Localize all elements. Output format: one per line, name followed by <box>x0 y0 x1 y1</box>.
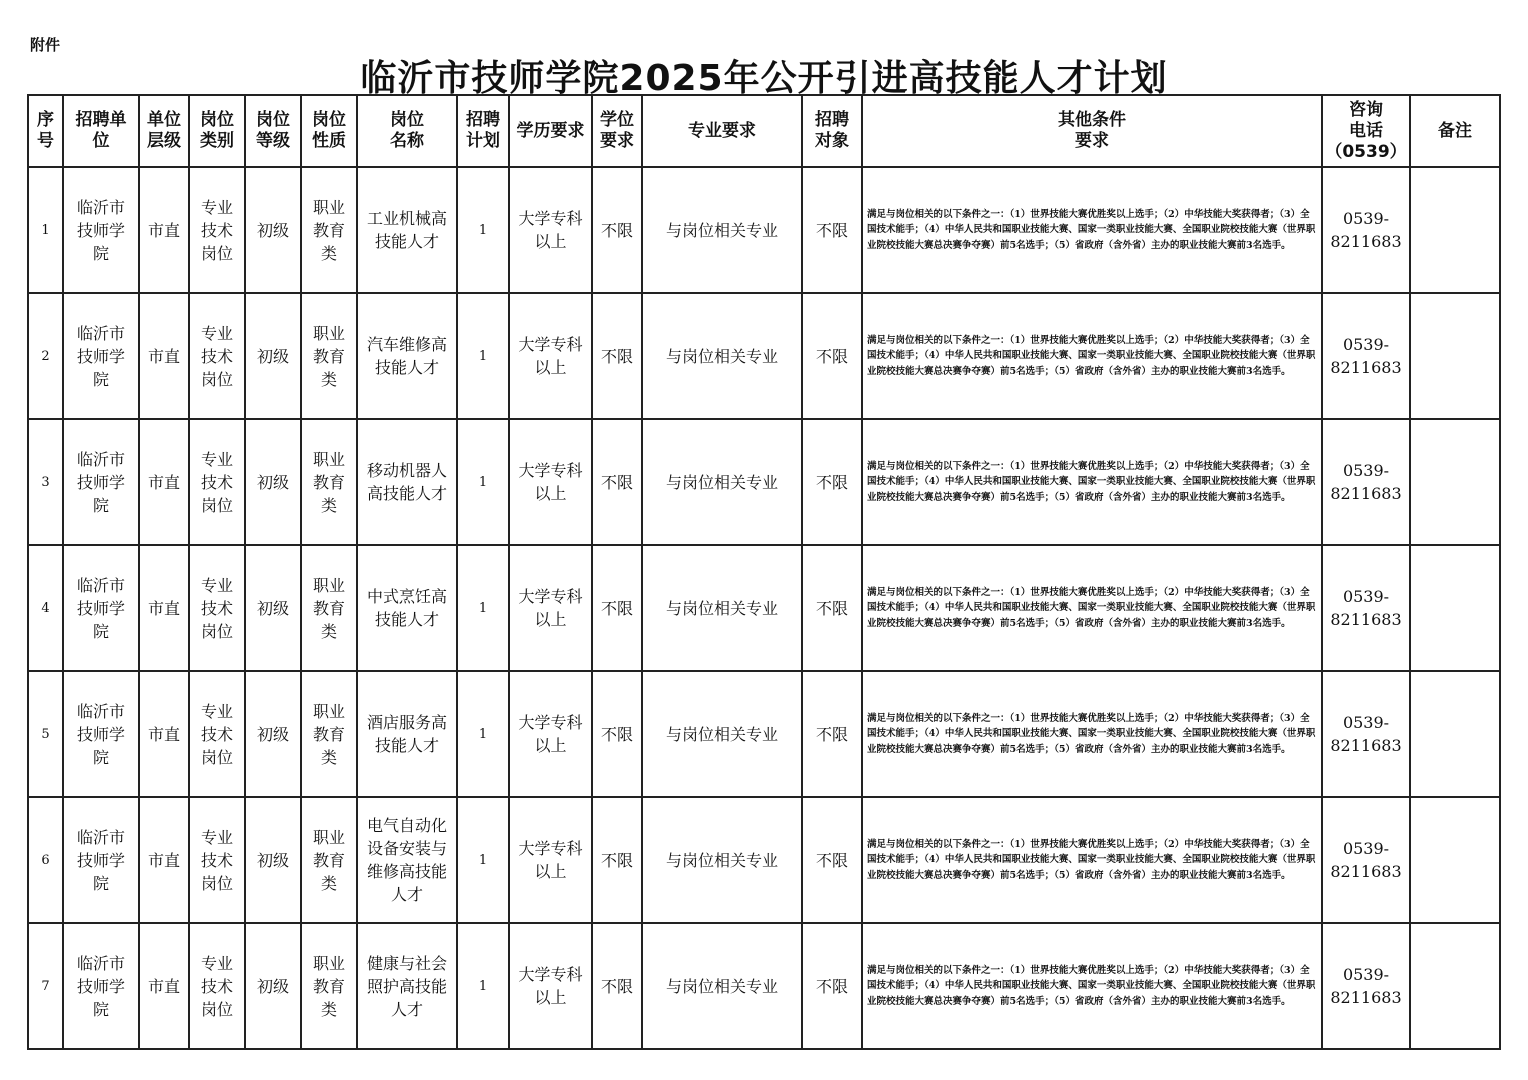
cell-other-conditions: 满足与岗位相关的以下条件之一：（1）世界技能大赛优胜奖以上选手；（2）中华技能大奖获得者；（3）全国技术能手；（4）中华人民共和国职业技能大赛、国家一类职业技能大赛、全国职业院校技能大赛（世界职业院校技能大赛总决赛争夺赛）前5名选手；（5）省政府（含外省）主办的职业技能大赛前3名选手。 <box>862 545 1322 671</box>
cell-position-name: 健康与社会 照护高技能 人才 <box>357 923 457 1049</box>
cell-target: 不限 <box>802 167 862 293</box>
table-row <box>28 293 1500 419</box>
table-row <box>28 419 1500 545</box>
cell-level: 市直 <box>139 167 189 293</box>
cell-unit: 临沂市 技师学 院 <box>63 923 139 1049</box>
cell-category: 专业 技术 岗位 <box>189 419 245 545</box>
cell-position-name: 汽车维修高 技能人才 <box>357 293 457 419</box>
table-row <box>28 167 1500 293</box>
cell-unit: 临沂市 技师学 院 <box>63 797 139 923</box>
table-row <box>28 797 1500 923</box>
document-title: 临沂市技师学院2025年公开引进高技能人才计划 <box>360 58 1168 99</box>
cell-remark <box>1410 923 1500 1049</box>
cell-plan: 1 <box>457 545 509 671</box>
cell-education: 大学专科 以上 <box>509 167 592 293</box>
cell-position-name: 中式烹饪高 技能人才 <box>357 545 457 671</box>
header-level: 单位 层级 <box>139 95 189 167</box>
cell-degree: 不限 <box>592 419 642 545</box>
cell-plan: 1 <box>457 419 509 545</box>
cell-phone: 0539- 8211683 <box>1322 671 1410 797</box>
cell-remark <box>1410 167 1500 293</box>
cell-seq: 2 <box>28 293 63 419</box>
cell-degree: 不限 <box>592 923 642 1049</box>
cell-level: 市直 <box>139 671 189 797</box>
cell-target: 不限 <box>802 293 862 419</box>
cell-grade: 初级 <box>245 671 301 797</box>
cell-nature: 职业 教育 类 <box>301 797 357 923</box>
cell-other-conditions: 满足与岗位相关的以下条件之一：（1）世界技能大赛优胜奖以上选手；（2）中华技能大奖获得者；（3）全国技术能手；（4）中华人民共和国职业技能大赛、国家一类职业技能大赛、全国职业院校技能大赛（世界职业院校技能大赛总决赛争夺赛）前5名选手；（5）省政府（含外省）主办的职业技能大赛前3名选手。 <box>862 419 1322 545</box>
cell-education: 大学专科 以上 <box>509 419 592 545</box>
cell-remark <box>1410 797 1500 923</box>
header-plan: 招聘 计划 <box>457 95 509 167</box>
header-name: 岗位 名称 <box>357 95 457 167</box>
cell-category: 专业 技术 岗位 <box>189 923 245 1049</box>
cell-category: 专业 技术 岗位 <box>189 167 245 293</box>
cell-level: 市直 <box>139 545 189 671</box>
cell-category: 专业 技术 岗位 <box>189 797 245 923</box>
cell-seq: 7 <box>28 923 63 1049</box>
cell-degree: 不限 <box>592 293 642 419</box>
cell-category: 专业 技术 岗位 <box>189 293 245 419</box>
cell-level: 市直 <box>139 923 189 1049</box>
header-remark: 备注 <box>1410 95 1500 167</box>
cell-nature: 职业 教育 类 <box>301 419 357 545</box>
recruitment-plan-table <box>27 94 1501 1050</box>
cell-degree: 不限 <box>592 167 642 293</box>
cell-nature: 职业 教育 类 <box>301 671 357 797</box>
cell-target: 不限 <box>802 797 862 923</box>
cell-other-conditions: 满足与岗位相关的以下条件之一：（1）世界技能大赛优胜奖以上选手；（2）中华技能大奖获得者；（3）全国技术能手；（4）中华人民共和国职业技能大赛、国家一类职业技能大赛、全国职业院校技能大赛（世界职业院校技能大赛总决赛争夺赛）前5名选手；（5）省政府（含外省）主办的职业技能大赛前3名选手。 <box>862 797 1322 923</box>
cell-category: 专业 技术 岗位 <box>189 671 245 797</box>
cell-education: 大学专科 以上 <box>509 797 592 923</box>
header-nature: 岗位 性质 <box>301 95 357 167</box>
cell-grade: 初级 <box>245 167 301 293</box>
cell-target: 不限 <box>802 923 862 1049</box>
cell-phone: 0539- 8211683 <box>1322 293 1410 419</box>
cell-seq: 3 <box>28 419 63 545</box>
table-row <box>28 923 1500 1049</box>
cell-unit: 临沂市 技师学 院 <box>63 419 139 545</box>
cell-unit: 临沂市 技师学 院 <box>63 545 139 671</box>
cell-category: 专业 技术 岗位 <box>189 545 245 671</box>
header-category: 岗位 类别 <box>189 95 245 167</box>
cell-seq: 5 <box>28 671 63 797</box>
cell-seq: 4 <box>28 545 63 671</box>
cell-seq: 6 <box>28 797 63 923</box>
cell-other-conditions: 满足与岗位相关的以下条件之一：（1）世界技能大赛优胜奖以上选手；（2）中华技能大奖获得者；（3）全国技术能手；（4）中华人民共和国职业技能大赛、国家一类职业技能大赛、全国职业院校技能大赛（世界职业院校技能大赛总决赛争夺赛）前5名选手；（5）省政府（含外省）主办的职业技能大赛前3名选手。 <box>862 167 1322 293</box>
cell-level: 市直 <box>139 293 189 419</box>
cell-nature: 职业 教育 类 <box>301 293 357 419</box>
cell-position-name: 移动机器人 高技能人才 <box>357 419 457 545</box>
cell-plan: 1 <box>457 923 509 1049</box>
cell-phone: 0539- 8211683 <box>1322 545 1410 671</box>
header-unit: 招聘单 位 <box>63 95 139 167</box>
header-row <box>28 95 1500 167</box>
cell-major: 与岗位相关专业 <box>642 167 802 293</box>
cell-education: 大学专科 以上 <box>509 671 592 797</box>
cell-position-name: 酒店服务高 技能人才 <box>357 671 457 797</box>
attachment-label: 附件 <box>30 36 61 54</box>
cell-education: 大学专科 以上 <box>509 923 592 1049</box>
cell-phone: 0539- 8211683 <box>1322 167 1410 293</box>
table-row <box>28 545 1500 671</box>
table-row <box>28 671 1500 797</box>
cell-remark <box>1410 545 1500 671</box>
cell-major: 与岗位相关专业 <box>642 797 802 923</box>
cell-seq: 1 <box>28 167 63 293</box>
cell-grade: 初级 <box>245 419 301 545</box>
cell-plan: 1 <box>457 671 509 797</box>
cell-education: 大学专科 以上 <box>509 293 592 419</box>
cell-grade: 初级 <box>245 797 301 923</box>
cell-unit: 临沂市 技师学 院 <box>63 293 139 419</box>
cell-degree: 不限 <box>592 545 642 671</box>
cell-nature: 职业 教育 类 <box>301 923 357 1049</box>
cell-plan: 1 <box>457 293 509 419</box>
cell-degree: 不限 <box>592 671 642 797</box>
cell-major: 与岗位相关专业 <box>642 293 802 419</box>
cell-grade: 初级 <box>245 293 301 419</box>
header-education: 学历要求 <box>509 95 592 167</box>
cell-phone: 0539- 8211683 <box>1322 797 1410 923</box>
cell-other-conditions: 满足与岗位相关的以下条件之一：（1）世界技能大赛优胜奖以上选手；（2）中华技能大奖获得者；（3）全国技术能手；（4）中华人民共和国职业技能大赛、国家一类职业技能大赛、全国职业院校技能大赛（世界职业院校技能大赛总决赛争夺赛）前5名选手；（5）省政府（含外省）主办的职业技能大赛前3名选手。 <box>862 923 1322 1049</box>
cell-nature: 职业 教育 类 <box>301 545 357 671</box>
cell-level: 市直 <box>139 419 189 545</box>
cell-other-conditions: 满足与岗位相关的以下条件之一：（1）世界技能大赛优胜奖以上选手；（2）中华技能大奖获得者；（3）全国技术能手；（4）中华人民共和国职业技能大赛、国家一类职业技能大赛、全国职业院校技能大赛（世界职业院校技能大赛总决赛争夺赛）前5名选手；（5）省政府（含外省）主办的职业技能大赛前3名选手。 <box>862 293 1322 419</box>
cell-other-conditions: 满足与岗位相关的以下条件之一：（1）世界技能大赛优胜奖以上选手；（2）中华技能大奖获得者；（3）全国技术能手；（4）中华人民共和国职业技能大赛、国家一类职业技能大赛、全国职业院校技能大赛（世界职业院校技能大赛总决赛争夺赛）前5名选手；（5）省政府（含外省）主办的职业技能大赛前3名选手。 <box>862 671 1322 797</box>
cell-major: 与岗位相关专业 <box>642 671 802 797</box>
header-seq: 序 号 <box>28 95 63 167</box>
cell-plan: 1 <box>457 797 509 923</box>
cell-remark <box>1410 671 1500 797</box>
cell-education: 大学专科 以上 <box>509 545 592 671</box>
header-degree: 学位 要求 <box>592 95 642 167</box>
cell-remark <box>1410 419 1500 545</box>
cell-major: 与岗位相关专业 <box>642 419 802 545</box>
header-major: 专业要求 <box>642 95 802 167</box>
cell-position-name: 工业机械高 技能人才 <box>357 167 457 293</box>
cell-unit: 临沂市 技师学 院 <box>63 167 139 293</box>
cell-phone: 0539- 8211683 <box>1322 419 1410 545</box>
cell-remark <box>1410 293 1500 419</box>
cell-plan: 1 <box>457 167 509 293</box>
cell-level: 市直 <box>139 797 189 923</box>
cell-position-name: 电气自动化 设备安装与 维修高技能 人才 <box>357 797 457 923</box>
cell-degree: 不限 <box>592 797 642 923</box>
cell-target: 不限 <box>802 419 862 545</box>
cell-major: 与岗位相关专业 <box>642 923 802 1049</box>
header-phone: 咨询 电话 （0539） <box>1322 95 1410 167</box>
header-other: 其他条件 要求 <box>862 95 1322 167</box>
cell-target: 不限 <box>802 545 862 671</box>
cell-grade: 初级 <box>245 545 301 671</box>
cell-target: 不限 <box>802 671 862 797</box>
cell-major: 与岗位相关专业 <box>642 545 802 671</box>
header-grade: 岗位 等级 <box>245 95 301 167</box>
header-target: 招聘 对象 <box>802 95 862 167</box>
cell-unit: 临沂市 技师学 院 <box>63 671 139 797</box>
cell-nature: 职业 教育 类 <box>301 167 357 293</box>
cell-phone: 0539- 8211683 <box>1322 923 1410 1049</box>
cell-grade: 初级 <box>245 923 301 1049</box>
